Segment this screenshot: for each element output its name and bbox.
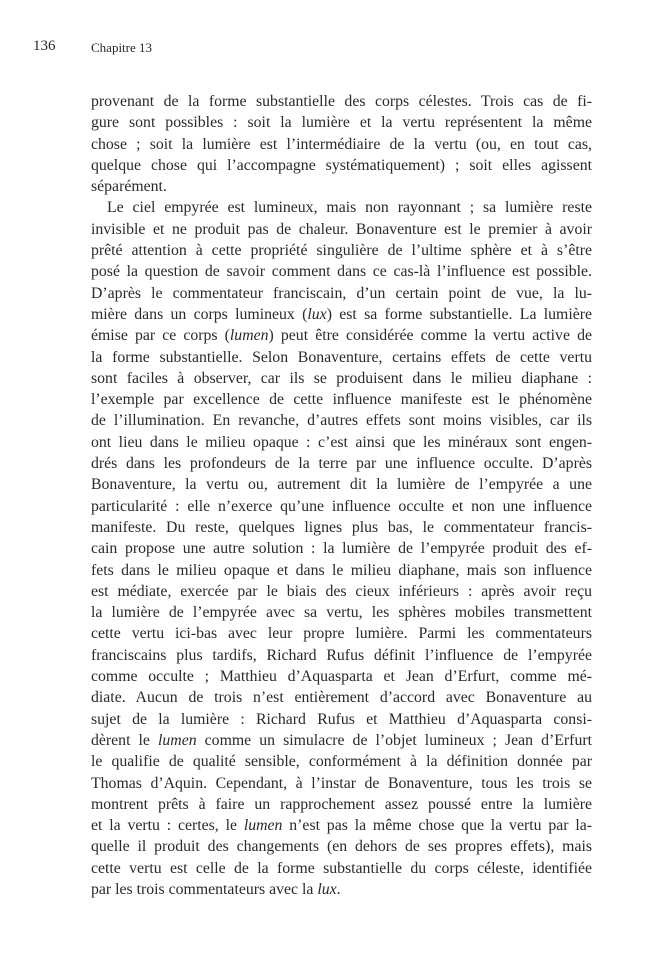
text-run: Le ciel empyrée est lumineux, mais non rayonnant ; sa lumière reste	[107, 199, 592, 217]
text-run: ) peut être considérée comme la vertu active de	[268, 327, 592, 345]
text-line	[91, 261, 592, 282]
text-line	[91, 815, 592, 836]
italic-term: lux	[307, 305, 327, 323]
text-run: cain propose une autre solution : la lumière de l’empyrée produit des ef-	[91, 540, 592, 558]
text-run: quelle il produit des changements (en dehors de ses propres effets), mais	[91, 838, 592, 856]
italic-term: lumen	[243, 817, 283, 835]
text-line	[91, 176, 592, 197]
text-line	[91, 538, 592, 559]
text-line	[91, 496, 592, 517]
text-run: ont lieu dans le milieu opaque : c’est ainsi que les minéraux sont engen-	[91, 433, 592, 451]
text-run: particularité : elle n’exerce qu’une influence occulte et non une influence	[91, 497, 592, 515]
text-line	[91, 751, 592, 772]
text-line	[91, 602, 592, 623]
text-line	[91, 794, 592, 815]
text-run: provenant de la forme substantielle des corps célestes. Trois cas de fi-	[91, 93, 592, 110]
text-run: la lumière de l’empyrée avec sa vertu, les sphères mobiles transmettent	[91, 604, 592, 622]
text-run: drés dans les profondeurs de la terre par une influence occulte. D’après	[91, 455, 592, 473]
running-head	[33, 38, 617, 58]
text-line	[91, 155, 592, 176]
text-line	[91, 134, 592, 155]
text-line	[91, 581, 592, 602]
text-run: le qualifie de qualité sensible, conformément à la définition donnée par	[91, 753, 592, 771]
text-line	[91, 645, 592, 666]
text-run: chose ; soit la lumière est l’intermédiaire de la vertu (ou, en tout cas,	[91, 135, 592, 153]
text-line	[91, 368, 592, 389]
text-line	[91, 197, 592, 218]
text-line	[91, 517, 592, 538]
text-run: mière dans un corps lumineux (	[91, 305, 308, 323]
text-line	[91, 283, 592, 304]
text-run: n’est pas la même chose que la vertu par la-	[282, 817, 592, 835]
text-line	[91, 474, 592, 495]
text-line	[91, 325, 592, 346]
text-line	[91, 219, 592, 240]
text-run: fets dans le milieu opaque et dans le milieu diaphane, mais son influence	[91, 561, 592, 579]
text-run: diate. Aucun de trois n’est entièrement d’accord avec Bonaventure au	[91, 689, 592, 707]
text-run: .	[336, 880, 341, 898]
text-line	[91, 453, 592, 474]
text-run: sont faciles à observer, car ils se produisent dans le milieu diaphane :	[91, 369, 592, 387]
text-run: posé la question de savoir comment dans ce cas-là l’influence est possible.	[91, 263, 592, 281]
text-run: et la vertu : certes, le	[91, 817, 244, 835]
text-run: franciscains plus tardifs, Richard Rufus définit l’influence de l’empyrée	[91, 646, 592, 664]
text-run: manifeste. Du reste, quelques lignes plus bas, le commentateur francis-	[91, 518, 592, 536]
text-line	[91, 91, 592, 112]
text-run: l’exemple par excellence de cette influence manifeste est le phénomène	[91, 391, 592, 409]
text-line	[91, 687, 592, 708]
text-line	[91, 858, 592, 879]
text-run: invisible et ne produit pas de chaleur. Bonaventure est le premier à avoir	[91, 220, 592, 238]
text-line	[91, 389, 592, 410]
text-run: sujet de la lumière : Richard Rufus et Matthieu d’Aquasparta consi-	[91, 710, 592, 728]
text-line	[91, 709, 592, 730]
text-run: ) est sa forme substantielle. La lumière	[326, 305, 592, 323]
text-line	[91, 666, 592, 687]
text-run: Thomas d’Aquin. Cependant, à l’instar de Bonaventure, tous les trois se	[91, 774, 592, 792]
text-line	[91, 879, 592, 900]
text-run: prêté attention à cette propriété singulière de l’ultime sphère et à s’être	[91, 242, 592, 260]
text-run: D’après le commentateur franciscain, d’un certain point de vue, la lu-	[91, 284, 592, 302]
text-run: comme occulte ; Matthieu d’Aquasparta et Jean d’Erfurt, comme mé-	[91, 668, 592, 686]
text-line	[91, 560, 592, 581]
body-text	[91, 91, 592, 900]
text-line	[91, 730, 592, 751]
text-line	[91, 836, 592, 857]
text-run: dèrent le	[91, 731, 158, 749]
text-run: Bonaventure, la vertu ou, autrement dit la lumière de l’empyrée a une	[91, 476, 592, 494]
page-number: 136	[33, 38, 56, 54]
text-run: comme un simulacre de l’objet lumineux ; Jean d’Erfurt	[196, 731, 592, 749]
text-run: par les trois commentateurs avec la	[91, 880, 318, 898]
text-run: émise par ce corps (	[91, 327, 230, 345]
italic-term: lumen	[229, 327, 269, 345]
text-run: cette vertu ici-bas avec leur propre lumière. Parmi les commentateurs	[91, 625, 592, 643]
italic-term: lumen	[158, 731, 197, 749]
text-line	[91, 773, 592, 794]
text-line	[91, 410, 592, 431]
text-run: de l’illumination. En revanche, d’autres effets sont moins visibles, car ils	[91, 412, 592, 430]
text-line	[91, 112, 592, 133]
text-run: séparément.	[91, 178, 167, 196]
text-run: gure sont possibles : soit la lumière et la vertu représentent la même	[91, 114, 592, 132]
text-line	[91, 347, 592, 368]
chapter-title: Chapitre 13	[91, 40, 153, 55]
text-line	[91, 623, 592, 644]
text-run: montrent prêts à faire un rapprochement assez poussé entre la lumière	[91, 795, 592, 813]
text-run: est médiate, exercée par le biais des cieux inférieurs : après avoir reçu	[91, 582, 592, 600]
text-run: cette vertu est celle de la forme substantielle du corps céleste, identifiée	[91, 859, 592, 877]
text-run: quelque chose qui l’accompagne systématiquement) ; soit elles agissent	[91, 156, 592, 174]
text-run: la forme substantielle. Selon Bonaventure, certains effets de cette vertu	[91, 348, 592, 366]
text-line	[91, 432, 592, 453]
text-line	[91, 304, 592, 325]
text-line	[91, 240, 592, 261]
italic-term: lux	[317, 880, 337, 898]
